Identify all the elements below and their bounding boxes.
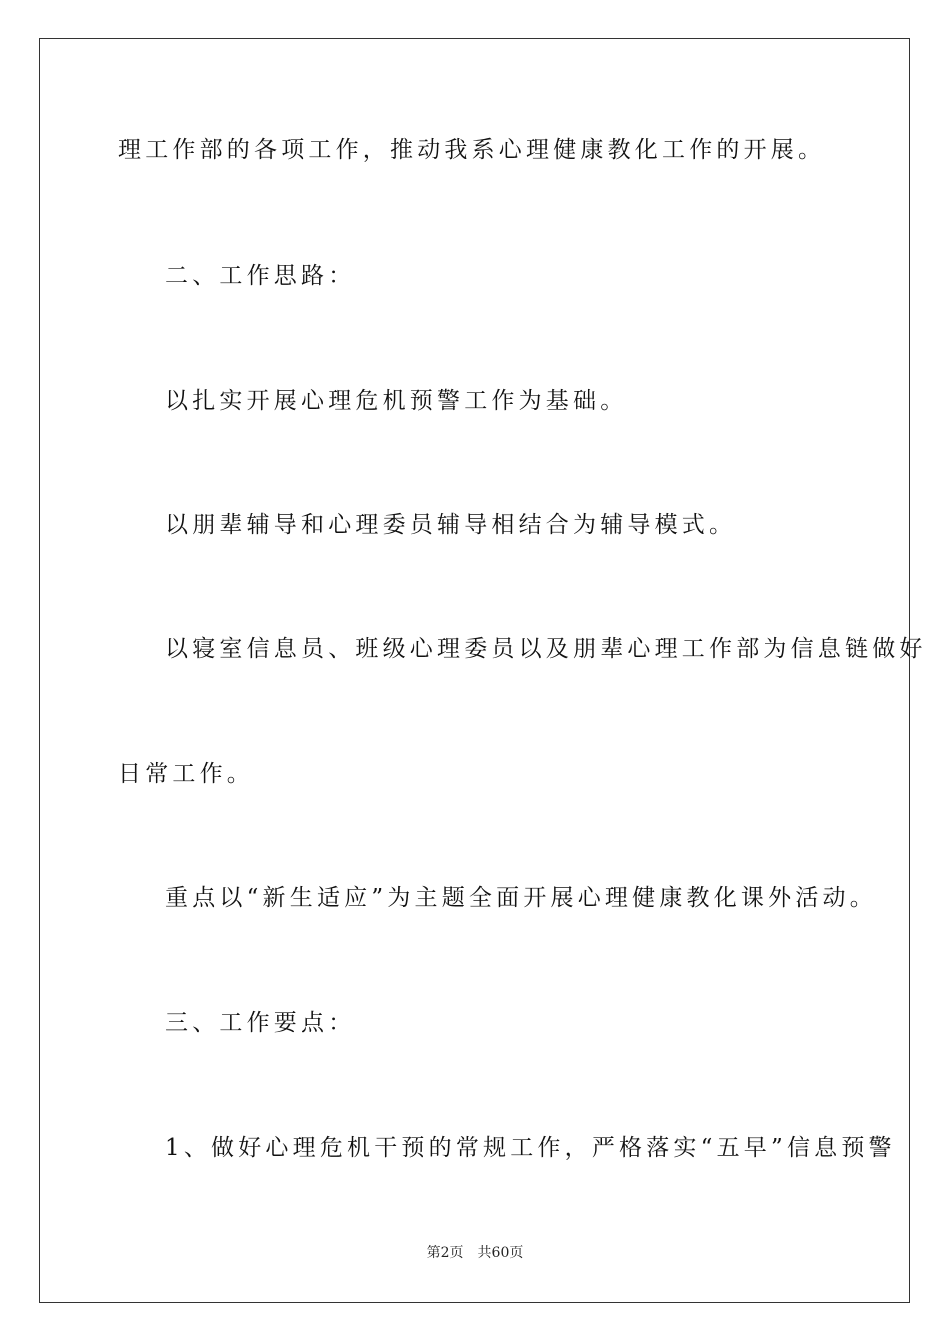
page-total: 共60页 <box>477 1245 524 1261</box>
page-border <box>39 38 910 1303</box>
page-footer <box>0 1242 950 1262</box>
section-heading: 三、工作要点： <box>165 1010 356 1036</box>
paragraph-line: 重点以“新生适应”为主题全面开展心理健康教化课外活动。 <box>165 885 877 911</box>
paragraph-line: 1、做好心理危机干预的常规工作，严格落实“五早”信息预警 <box>165 1135 896 1161</box>
paragraph-line: 以朋辈辅导和心理委员辅导相结合为辅导模式。 <box>165 512 737 538</box>
paragraph-line: 理工作部的各项工作，推动我系心理健康教化工作的开展。 <box>118 137 826 163</box>
page-number: 第2页 <box>426 1245 464 1261</box>
section-heading: 二、工作思路： <box>165 263 356 289</box>
paragraph-line: 日常工作。 <box>118 761 254 787</box>
paragraph-line: 以寝室信息员、班级心理委员以及朋辈心理工作部为信息链做好 <box>165 636 927 662</box>
paragraph-line: 以扎实开展心理危机预警工作为基础。 <box>165 388 628 414</box>
